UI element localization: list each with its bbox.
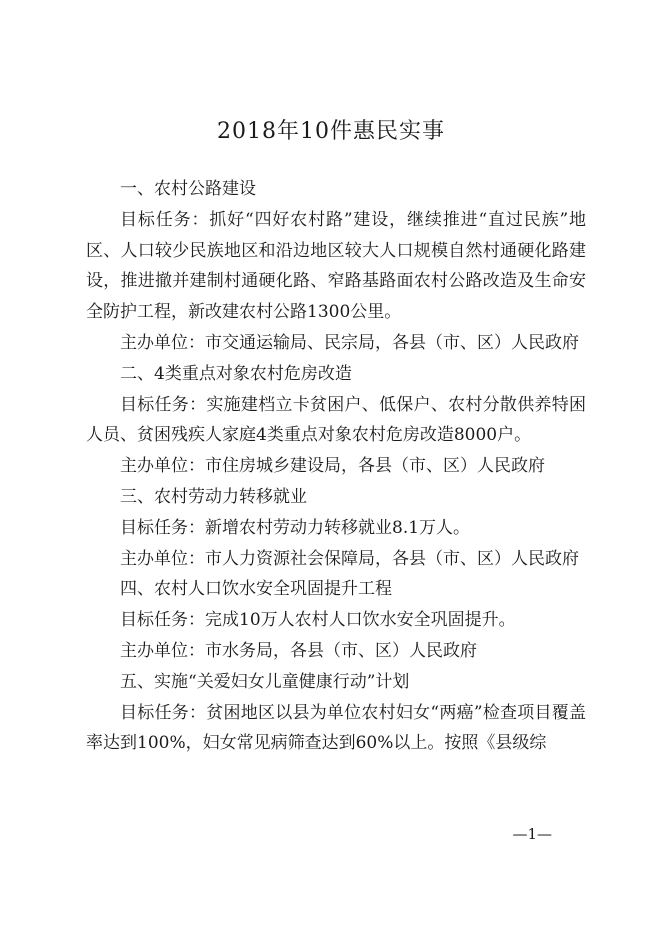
section-heading: 三、农村劳动力转移就业 <box>120 486 307 507</box>
section-heading: 一、农村公路建设 <box>120 179 256 199</box>
paragraph: 目标任务：新增农村劳动力转移就业8.1万人。 <box>120 517 471 538</box>
section-heading: 二、4类重点对象农村危房改造 <box>120 363 352 384</box>
paragraph: 主办单位：市人力资源社会保障局，各县（市、区）人民政府 <box>120 548 579 569</box>
page-number: —1— <box>512 825 552 843</box>
paragraph: 主办单位：市住房城乡建设局，各县（市、区）人民政府 <box>120 456 545 477</box>
section-heading: 五、实施“关爱妇女儿童健康行动”计划 <box>120 671 410 692</box>
paragraph: 目标任务：贫困地区以县为单位农村妇女“两癌”检查项目覆盖率达到100%，妇女常见病筛查达到60%以上。按照《县级综 <box>86 702 586 754</box>
section-heading: 四、农村人口饮水安全巩固提升工程 <box>120 579 392 600</box>
paragraph: 主办单位：市交通运输局、民宗局，各县（市、区）人民政府 <box>120 332 579 353</box>
paragraph: 目标任务：抓好“四好农村路”建设，继续推进“直过民族”地区、人口较少民族地区和沿边地区较大人口规模自然村通硬化路建设，推进撤并建制村通硬化路、窄路基路面农村公路改造及生命安全防护工程，新改建农村公路1300公里。 <box>86 209 586 323</box>
paragraph: 目标任务：完成10万人农村人口饮水安全巩固提升。 <box>120 610 516 631</box>
paragraph: 目标任务：实施建档立卡贫困户、低保户、农村分散供养特困人员、贫困残疾人家庭4类重点对象农村危房改造8000户。 <box>86 394 586 446</box>
paragraph: 主办单位：市水务局，各县（市、区）人民政府 <box>120 640 477 661</box>
document-body <box>86 174 586 759</box>
page-title: 2018年10件惠民实事 <box>217 119 445 144</box>
